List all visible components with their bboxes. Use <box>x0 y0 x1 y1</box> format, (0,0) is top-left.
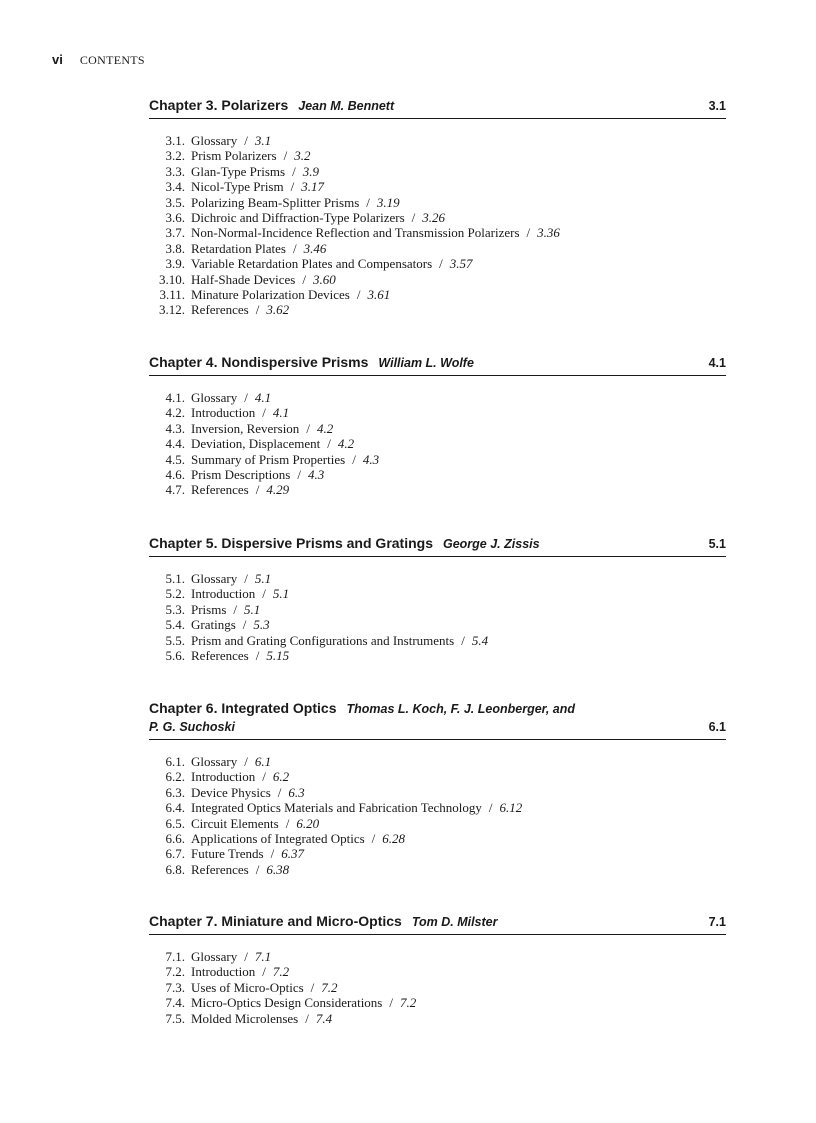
section-page: 3.36 <box>537 225 560 241</box>
separator: / <box>244 133 248 148</box>
toc-entry <box>149 272 726 287</box>
toc-entry <box>149 995 726 1010</box>
section-number: 4.5. <box>165 451 185 467</box>
section-page: 5.4 <box>471 632 489 648</box>
section-number: 3.12. <box>159 302 185 318</box>
toc-entry <box>149 287 726 302</box>
section-page: 6.38 <box>266 861 290 877</box>
section-title: Prisms <box>191 601 227 617</box>
toc-entry <box>149 482 726 497</box>
section-page: 5.1 <box>254 571 272 586</box>
chapter-3 <box>149 97 726 318</box>
section-number: 6.2. <box>165 769 185 785</box>
separator: / <box>292 240 297 256</box>
toc-entry <box>149 133 726 148</box>
toc-entry <box>149 586 726 601</box>
section-page: 3.61 <box>367 287 391 303</box>
toc-entry <box>149 256 726 271</box>
section-name: CONTENTS <box>79 53 145 67</box>
section-page: 4.2 <box>316 420 334 436</box>
separator: / <box>270 846 275 862</box>
section-number: 6.4. <box>165 800 185 816</box>
toc-entry <box>149 754 726 769</box>
separator: / <box>255 648 260 664</box>
section-title: Retardation Plates <box>191 240 286 256</box>
separator: / <box>242 617 247 633</box>
section-page: 4.1 <box>254 390 272 405</box>
section-number: 4.6. <box>165 467 185 483</box>
section-page: 6.3 <box>288 784 305 800</box>
section-number: 7.5. <box>165 1010 185 1026</box>
section-number: 6.3. <box>165 784 185 800</box>
section-number: 3.1. <box>165 133 185 148</box>
toc-entry <box>149 390 726 405</box>
section-page: 7.2 <box>272 964 290 980</box>
section-number: 6.6. <box>165 831 185 847</box>
section-number: 4.1. <box>165 390 185 405</box>
section-title: Variable Retardation Plates and Compensators <box>191 256 433 272</box>
section-number: 7.2. <box>165 964 185 980</box>
chapter-page: 3.1 <box>708 99 726 113</box>
section-number: 4.7. <box>165 482 185 498</box>
section-list <box>149 133 726 318</box>
section-title: Introduction <box>191 769 256 785</box>
section-title: Gratings <box>191 617 236 633</box>
chapter-author: Thomas L. Koch, F. J. Leonberger, and <box>346 702 575 716</box>
chapter-5 <box>149 535 726 663</box>
chapter-page: 7.1 <box>708 915 726 929</box>
section-number: 6.7. <box>165 846 185 862</box>
separator: / <box>371 831 376 847</box>
section-number: 3.2. <box>165 148 185 164</box>
toc-entry <box>149 816 726 831</box>
separator: / <box>262 586 266 602</box>
section-number: 5.6. <box>165 648 185 664</box>
separator: / <box>244 390 248 405</box>
section-number: 4.2. <box>165 405 185 421</box>
separator: / <box>310 979 315 995</box>
section-number: 3.10. <box>159 271 185 287</box>
section-title: Uses of Micro-Optics <box>191 979 304 995</box>
toc-entry <box>149 785 726 800</box>
section-page: 6.12 <box>499 800 523 816</box>
section-page: 3.2 <box>294 148 311 164</box>
section-title: Summary of Prism Properties <box>191 451 346 467</box>
section-title: Polarizing Beam-Splitter Prisms <box>191 194 360 210</box>
toc-entry <box>149 225 726 240</box>
separator: / <box>488 800 493 816</box>
section-number: 3.8. <box>165 240 185 256</box>
toc-entry <box>149 571 726 586</box>
section-title: Glossary <box>191 949 238 964</box>
section-page: 7.2 <box>321 979 338 995</box>
chapter-title: Chapter 3. Polarizers <box>149 97 289 113</box>
separator: / <box>244 571 248 586</box>
section-title: Minature Polarization Devices <box>191 287 350 303</box>
chapter-author: William L. Wolfe <box>378 356 474 370</box>
section-number: 5.5. <box>165 632 185 648</box>
chapter-7 <box>149 913 726 1026</box>
section-number: 5.2. <box>165 586 185 602</box>
section-page: 4.3 <box>362 451 380 467</box>
section-title: Glossary <box>191 133 238 148</box>
section-page: 3.46 <box>303 240 327 256</box>
separator: / <box>233 601 238 617</box>
separator: / <box>461 632 465 648</box>
toc-entry <box>149 467 726 482</box>
toc-entry <box>149 241 726 256</box>
toc-entry <box>149 846 726 861</box>
separator: / <box>283 148 288 164</box>
section-title: Device Physics <box>191 784 271 800</box>
section-title: Glan-Type Prisms <box>191 163 286 179</box>
separator: / <box>305 1010 309 1026</box>
separator: / <box>526 225 531 241</box>
chapter-heading <box>149 535 726 557</box>
toc-entry <box>149 405 726 420</box>
separator: / <box>255 302 260 318</box>
separator: / <box>244 949 248 964</box>
separator: / <box>262 769 266 785</box>
section-title: Non-Normal-Incidence Reflection and Transmission Polarizers <box>191 225 520 241</box>
section-page: 4.3 <box>307 467 325 483</box>
chapter-author: Jean M. Bennett <box>298 99 395 113</box>
section-number: 5.1. <box>165 571 185 586</box>
section-page: 7.1 <box>254 949 272 964</box>
separator: / <box>297 467 301 483</box>
section-title: Prism and Grating Configurations and Instruments <box>191 632 455 648</box>
toc-entry <box>149 862 726 877</box>
chapter-heading <box>149 700 726 740</box>
toc-entry <box>149 302 726 317</box>
section-title: References <box>191 648 249 664</box>
section-number: 6.1. <box>165 754 185 769</box>
separator: / <box>255 861 260 877</box>
section-list <box>149 949 726 1026</box>
section-title: Prism Descriptions <box>191 467 291 483</box>
toc-entry <box>149 195 726 210</box>
section-page: 7.4 <box>315 1010 333 1026</box>
section-number: 7.1. <box>165 949 185 964</box>
toc-entry <box>149 800 726 815</box>
section-number: 3.7. <box>165 225 185 241</box>
section-page: 5.1 <box>272 586 290 602</box>
section-number: 5.4. <box>165 617 185 633</box>
toc-entry <box>149 648 726 663</box>
section-number: 3.5. <box>165 194 185 210</box>
separator: / <box>356 287 361 303</box>
section-page: 4.29 <box>266 482 290 498</box>
section-page: 6.1 <box>254 754 272 769</box>
separator: / <box>327 436 331 452</box>
toc-entry <box>149 452 726 467</box>
chapter-title: Chapter 7. Miniature and Micro-Optics <box>149 913 402 929</box>
chapter-title: Chapter 5. Dispersive Prisms and Gratings <box>149 535 433 551</box>
section-title: Deviation, Displacement <box>191 436 321 452</box>
section-title: Glossary <box>191 754 238 769</box>
section-page: 6.28 <box>382 831 406 847</box>
section-title: Integrated Optics Materials and Fabrication Technology <box>191 800 482 816</box>
section-page: 7.2 <box>400 995 417 1011</box>
separator: / <box>302 271 306 287</box>
chapter-page: 6.1 <box>708 720 726 734</box>
section-title: Applications of Integrated Optics <box>191 831 365 847</box>
running-head <box>52 52 145 68</box>
section-list <box>149 390 726 498</box>
toc-entry <box>149 633 726 648</box>
section-number: 6.5. <box>165 815 185 831</box>
chapter-heading <box>149 97 726 119</box>
chapter-page: 5.1 <box>708 537 726 551</box>
section-number: 4.4. <box>165 436 185 452</box>
section-page: 3.19 <box>376 194 400 210</box>
section-page: 6.37 <box>281 846 304 862</box>
toc-entry <box>149 617 726 632</box>
separator: / <box>352 451 356 467</box>
section-title: Introduction <box>191 586 256 602</box>
separator: / <box>306 420 310 436</box>
separator: / <box>411 210 416 226</box>
toc-entry <box>149 1011 726 1026</box>
section-number: 6.8. <box>165 861 185 877</box>
section-title: Molded Microlenses <box>191 1010 299 1026</box>
separator: / <box>290 179 295 195</box>
chapter-title: Chapter 6. Integrated Optics <box>149 700 337 716</box>
chapter-heading <box>149 913 726 935</box>
toc-entry <box>149 831 726 846</box>
page-number: vi <box>52 52 63 67</box>
section-title: Glossary <box>191 390 238 405</box>
toc-entry <box>149 949 726 964</box>
separator: / <box>277 784 282 800</box>
chapter-title: Chapter 4. Nondispersive Prisms <box>149 354 369 370</box>
section-number: 3.6. <box>165 210 185 226</box>
section-title: Introduction <box>191 964 256 980</box>
section-title: Inversion, Reversion <box>191 420 300 436</box>
toc-entry <box>149 210 726 225</box>
section-number: 7.4. <box>165 995 185 1011</box>
section-page: 6.2 <box>272 769 290 785</box>
section-title: References <box>191 302 249 318</box>
section-page: 3.60 <box>312 271 336 287</box>
section-number: 5.3. <box>165 601 185 617</box>
chapter-author-continued: P. G. Suchoski <box>149 720 235 734</box>
separator: / <box>262 964 266 980</box>
toc-entry <box>149 769 726 784</box>
toc-entry <box>149 602 726 617</box>
section-title: Introduction <box>191 405 256 421</box>
toc-entry <box>149 164 726 179</box>
toc-entry <box>149 148 726 163</box>
section-list <box>149 754 726 877</box>
separator: / <box>292 163 296 179</box>
section-page: 5.1 <box>244 601 261 617</box>
toc-entry <box>149 179 726 194</box>
chapter-4 <box>149 354 726 498</box>
section-title: Dichroic and Diffraction-Type Polarizers <box>191 210 405 226</box>
section-page: 3.1 <box>254 133 272 148</box>
separator: / <box>262 405 266 421</box>
section-title: References <box>191 482 249 498</box>
section-title: Glossary <box>191 571 238 586</box>
section-page: 6.20 <box>296 815 320 831</box>
toc-entry <box>149 421 726 436</box>
section-number: 7.3. <box>165 979 185 995</box>
section-page: 4.1 <box>272 405 290 421</box>
separator: / <box>244 754 248 769</box>
section-title: References <box>191 861 249 877</box>
separator: / <box>285 815 290 831</box>
separator: / <box>439 256 443 272</box>
section-page: 3.9 <box>302 163 319 179</box>
separator: / <box>255 482 260 498</box>
section-list <box>149 571 726 663</box>
separator: / <box>389 995 393 1011</box>
section-title: Micro-Optics Design Considerations <box>191 995 383 1011</box>
section-number: 3.4. <box>165 179 185 195</box>
section-title: Nicol-Type Prism <box>191 179 284 195</box>
section-title: Future Trends <box>191 846 264 862</box>
section-page: 4.2 <box>337 436 355 452</box>
chapter-6 <box>149 700 726 877</box>
chapter-page: 4.1 <box>708 356 726 370</box>
chapter-heading <box>149 354 726 376</box>
section-title: Prism Polarizers <box>191 148 277 164</box>
section-number: 3.9. <box>165 256 185 272</box>
toc-entry <box>149 964 726 979</box>
section-page: 3.57 <box>449 256 473 272</box>
section-page: 3.62 <box>266 302 290 318</box>
chapter-author: George J. Zissis <box>443 537 540 551</box>
section-page: 5.3 <box>253 617 270 633</box>
section-title: Circuit Elements <box>191 815 279 831</box>
toc-entry <box>149 436 726 451</box>
toc-entry <box>149 980 726 995</box>
section-number: 4.3. <box>165 420 185 436</box>
section-page: 5.15 <box>266 648 290 664</box>
section-number: 3.3. <box>165 163 185 179</box>
section-title: Half-Shade Devices <box>191 271 296 287</box>
separator: / <box>366 194 370 210</box>
section-page: 3.17 <box>301 179 324 195</box>
section-number: 3.11. <box>159 287 185 303</box>
chapter-author: Tom D. Milster <box>411 915 498 929</box>
section-page: 3.26 <box>422 210 446 226</box>
